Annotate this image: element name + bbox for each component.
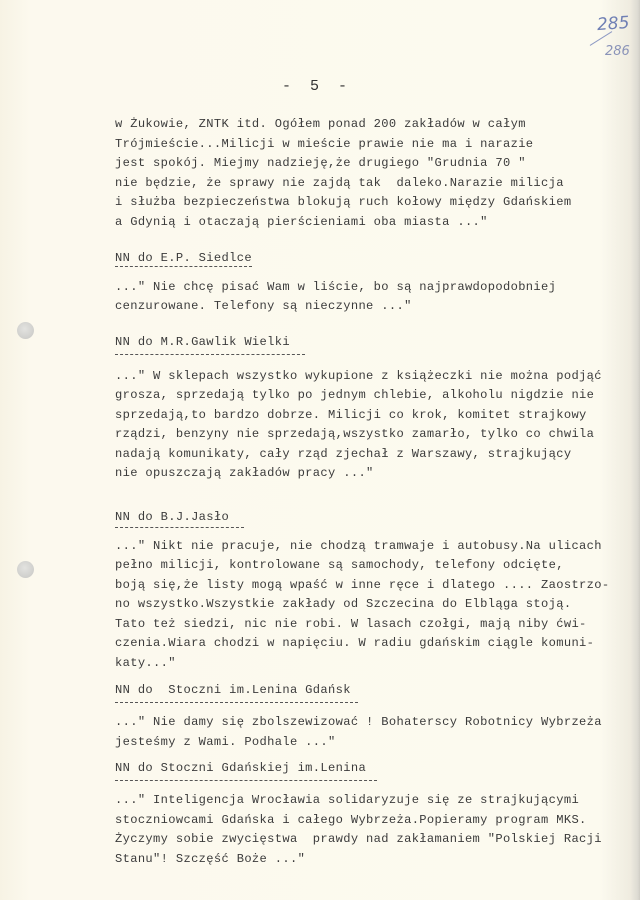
section-heading: NN do Stoczni im.Lenina Gdańsk [115, 683, 351, 697]
punch-hole-top [17, 322, 34, 339]
heading-underline [115, 527, 244, 528]
intro-line: Trójmieście...Milicji w mieście prawie nie ma i narazie [115, 137, 534, 151]
intro-line: jest spokój. Miejmy nadzieję,że drugiego "Grudnia 70 " [115, 156, 526, 170]
section-line: jesteśmy z Wami. Podhale ..." [115, 735, 336, 749]
section-line: ..." Nie damy się zbolszewizować ! Bohaterscy Robotnicy Wybrzeża [115, 715, 602, 729]
section-line: stoczniowcami Gdańska i całego Wybrzeża.Popieramy program MKS. [115, 813, 587, 827]
section-line: Życzymy sobie zwycięstwa prawdy nad zakłamaniem "Polskiej Racji [115, 832, 602, 846]
intro-line: nie będzie, że sprawy nie zajdą tak daleko.Narazie milicja [115, 176, 564, 190]
section-line: nadają komunikaty, cały rząd zjechał z Warszawy, strajkujący [115, 447, 572, 461]
page-number: - 5 - [282, 78, 353, 95]
section-line: no wszystko.Wszystkie zakłady od Szczecina do Elbląga stoją. [115, 597, 572, 611]
section-heading: NN do M.R.Gawlik Wielki [115, 335, 290, 349]
section-line: cenzurowane. Telefony są nieczynne ..." [115, 299, 412, 313]
section-line: nie opuszczają zakładów pracy ..." [115, 466, 374, 480]
intro-line: i służba bezpieczeństwa blokują ruch kołowy między Gdańskiem [115, 195, 572, 209]
section-line: Tato też siedzi, nic nie robi. W lasach czołgi, mają niby ćwi- [115, 617, 587, 631]
section-line: czenia.Wiara chodzi w napięciu. W radiu gdańskim ciągle komuni- [115, 636, 595, 650]
section-heading: NN do Stoczni Gdańskiej im.Lenina [115, 761, 367, 775]
section-line: grosza, sprzedają tylko po jednym chlebie, alkoholu nigdzie nie [115, 388, 595, 402]
section-line: rządzi, benzyny nie sprzedają,wszystko zamarło, tylko co chwila [115, 427, 595, 441]
section-line: ..." Nikt nie pracuje, nie chodzą tramwaje i autobusy.Na ulicach [115, 539, 602, 553]
heading-underline [115, 780, 377, 781]
intro-line: a Gdynią i otaczają pierścieniami oba miasta ..." [115, 215, 488, 229]
heading-underline [115, 266, 252, 267]
section-line: pełno milicji, kontrolowane są samochody, telefony odcięte, [115, 558, 564, 572]
section-line: katy..." [115, 656, 176, 670]
section-heading: NN do E.P. Siedlce [115, 251, 252, 265]
section-heading: NN do B.J.Jasło [115, 510, 230, 524]
handwritten-number-old: 285 [596, 12, 631, 36]
handwritten-number-new: 286 [605, 44, 630, 59]
punch-hole-bottom [17, 561, 34, 578]
heading-underline [115, 702, 358, 703]
section-line: Stanu"! Szczęść Boże ..." [115, 852, 306, 866]
section-line: sprzedają,to bardzo dobrze. Milicji co krok, komitet strajkowy [115, 408, 587, 422]
section-line: ..." Nie chcę pisać Wam w liście, bo są najprawdopodobniej [115, 280, 557, 294]
section-line: boją się,że listy mogą wpaść w inne ręce i dlatego .... Zaostrzo- [115, 578, 610, 592]
section-line: ..." Inteligencja Wrocławia solidaryzuje się ze strajkującymi [115, 793, 580, 807]
intro-line: w Żukowie, ZNTK itd. Ogółem ponad 200 zakładów w całym [115, 117, 526, 131]
heading-underline [115, 354, 305, 355]
section-line: ..." W sklepach wszystko wykupione z książeczki nie można podjąć [115, 369, 602, 383]
